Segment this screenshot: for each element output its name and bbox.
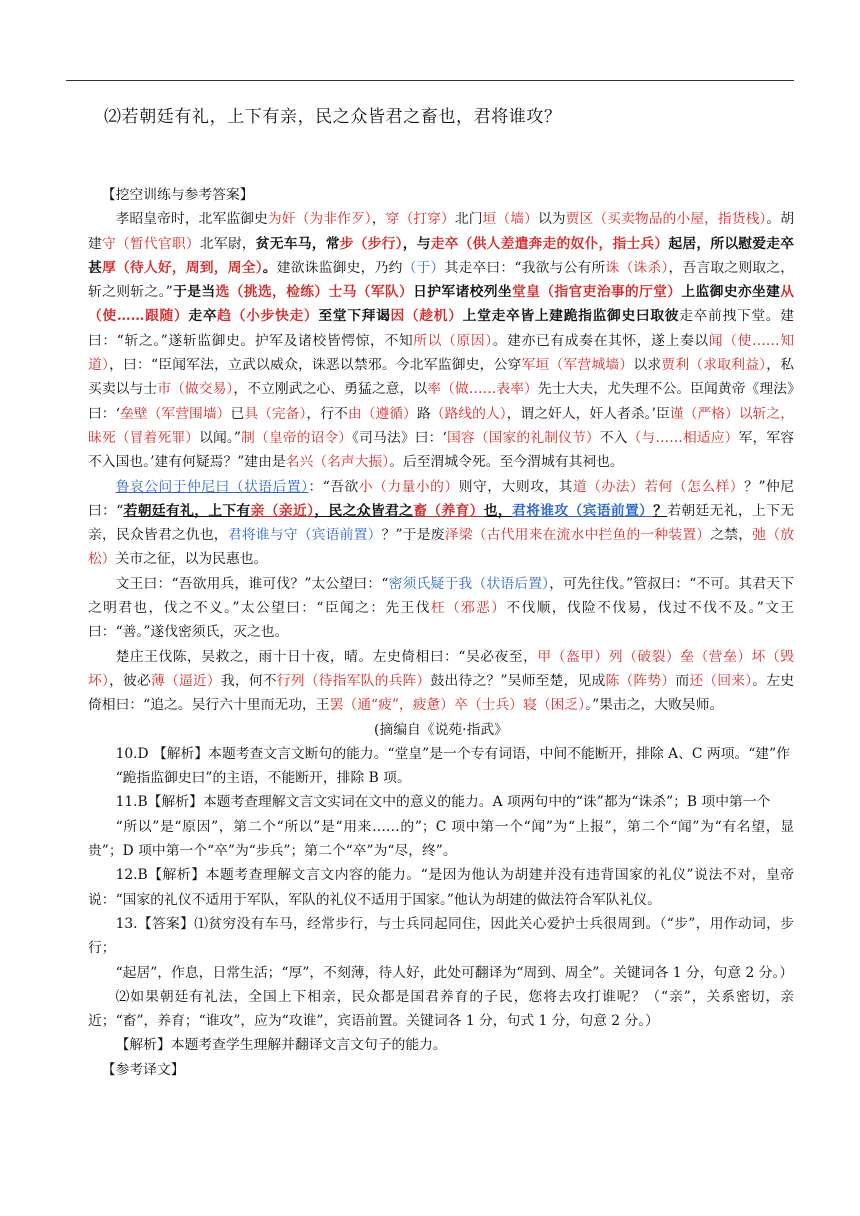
p1-segment: 由（遵循） — [347, 405, 417, 422]
p1-segment: ， — [371, 211, 386, 228]
p1-segment: 垒壁（军营围墙） — [120, 405, 231, 422]
p1-segment: 垣（墙） — [482, 211, 538, 228]
p2-segment: ？”于是废 — [381, 527, 445, 544]
p1-segment: 上监御史亦坐建 — [681, 284, 781, 301]
p1-segment: 先士大夫，尤失理不公。臣闻黄帝《理法》曰：‘ — [88, 381, 794, 422]
p2-segment: ？ — [653, 502, 668, 519]
answer-11-line-1: 11.B【解析】本题考查理解文言文实词在文中的意义的能力。A 项两句中的“诛”都为“诛杀”；B 项中第一个 — [115, 794, 771, 811]
p1-segment: （路线的人） — [430, 405, 507, 422]
p2-segment: 弛（放松） — [88, 527, 795, 568]
p3-segment: 密须氏疑于我（状语后置） — [388, 575, 550, 592]
p2-segment: 亲（亲近） — [250, 502, 315, 519]
p2-segment: ，民之众皆君之 — [314, 502, 414, 519]
p3-segment: 文王曰：“吾欲用兵，谁可伐？”太公望曰：“ — [115, 575, 389, 592]
passage-paragraph-4 — [88, 645, 794, 718]
translation-heading: 【参考译文】 — [101, 1061, 185, 1078]
p1-segment: 穿（打穿） — [385, 211, 455, 228]
p2-segment: 若何（怎么样） — [644, 478, 745, 495]
p1-segment: 堂皇（指官吏治事的厅堂） — [512, 284, 682, 301]
p1-segment: 起居，所以慰爱走卒甚 — [88, 235, 795, 276]
p1-segment: 建欲诛监御史，乃约 — [276, 259, 403, 276]
p1-segment: 诛（诛杀） — [605, 259, 669, 276]
answer-13-analysis: 【解析】本题考查学生理解并翻译文言文句子的能力。 — [115, 1037, 447, 1054]
p2-segment: 小（力量小的） — [358, 478, 459, 495]
p1-segment: 军，军容不入国也。’建有何疑焉？”建由是 — [88, 429, 795, 471]
passage-paragraph-2 — [88, 475, 794, 572]
p4-segment: 罢（通“疲”，疲惫）卒（士兵）寝（困乏） — [329, 697, 586, 714]
p1-segment: 选（挑选，检练） — [215, 284, 329, 301]
answer-13-line-3: ⑵如果朝廷有礼法，全国上下相亲，民众都是国君养育的子民，您将去攻打谁呢？（“亲”，关系密切，亲近；“畜”，养育；“谁攻”，应为“攻谁”，宾语前置。关键词各 1 分，句式 1 分，句意 2 分。） — [88, 988, 794, 1030]
p1-segment: 以为 — [537, 211, 566, 228]
p1-segment: 路 — [416, 405, 431, 422]
p4-segment: 甲（盔甲）列（破裂）垒（营垒）坏（毁坏） — [88, 648, 794, 689]
p1-segment: 贾利（求取利益） — [661, 357, 767, 374]
p1-segment: （于） — [402, 259, 445, 276]
p1-segment: 于是当 — [172, 284, 216, 301]
p1-segment: 制（皇帝的诏令） — [240, 429, 353, 446]
p1-segment: 走卒 — [188, 308, 218, 325]
p3-segment: 枉（邪恶） — [430, 600, 507, 617]
p4-segment: 我，何不 — [220, 672, 277, 689]
p2-segment: 畜（养育） — [413, 502, 484, 519]
p1-segment: 士马（军队） — [328, 284, 414, 301]
p1-segment: 守（暂代官职） — [101, 235, 200, 252]
p1-segment: 名兴（名声大振） — [285, 454, 390, 471]
answer-13-line-1: 13.【答案】⑴贫穷没有车马，经常步行，与士兵同起同住，因此关心爱护士兵很周到。（“步”，用作动词，步行； — [88, 915, 794, 957]
p1-segment: 《司马法》曰：‘ — [352, 429, 447, 446]
p4-segment: ，彼必 — [109, 672, 151, 689]
p1-segment: 孝昭皇帝时，北军监御史 — [115, 211, 268, 228]
p1-segment: ，谓之奸人，奸人者杀。’臣 — [506, 405, 670, 422]
p2-segment: 之禁， — [710, 527, 753, 544]
answer-10-line-2: “跪指监御史曰”的主语，不能断开，排除 B 项。 — [115, 770, 411, 787]
p3-segment: ，可先往伐。”管叔曰：“不可。其君天下之明君也，伐之不义。”太公望曰：“臣闻之：先王伐 — [88, 575, 794, 617]
p1-segment: 以求 — [633, 357, 662, 374]
p4-segment: 薄（逼近） — [151, 672, 221, 689]
p1-segment: ，曰：“臣闻军法，立武以威众，诛恶以禁邪。今北军监御史，公穿 — [109, 357, 522, 374]
p2-segment: ？”仲尼曰：“ — [88, 478, 795, 519]
answer-12: 12.B【解析】本题考查理解文言文内容的能力。“是因为他认为胡建并没有违背国家的礼仪”说法不对，皇帝说：“国家的礼仪不适用于军队，军队的礼仪不适用于国家。”他认为胡建的做法符合军队礼仪。 — [88, 867, 794, 908]
p2-segment: 则守，大则攻，其 — [458, 478, 573, 495]
p1-segment: 上堂走卒皆上建跪指监御史曰取彼 — [462, 308, 680, 325]
p1-segment: 北军尉， — [199, 235, 256, 252]
p1-segment: 贾区（买卖物品的小屋，指货栈） — [565, 211, 767, 228]
p1-segment: 。后至渭城令死。至今渭城有其祠也。 — [389, 454, 624, 471]
p1-segment: 闻（使……知道） — [88, 332, 794, 374]
p2-segment: 也， — [483, 502, 513, 519]
p1-segment: 因（趁机） — [390, 308, 463, 325]
p1-segment: 军垣（军营城墙） — [521, 357, 634, 374]
p1-segment: 市（做交易） — [157, 381, 234, 398]
p2-segment: 若朝廷有礼，上下有 — [123, 502, 251, 519]
p1-segment: 已 — [230, 405, 245, 422]
p1-segment: 趋（小步快走） — [217, 308, 319, 325]
p4-segment: 。左史倚相曰：“追之。吴行六十里而无功，王 — [88, 672, 795, 714]
p1-segment: 。建亦已有成奏在其怀，遂上奏以 — [492, 332, 709, 349]
p1-segment: ，与 — [402, 235, 431, 252]
p1-segment: 率（做……表率） — [427, 381, 538, 398]
p2-segment: ：“吾欲 — [308, 478, 359, 495]
p2-segment: 鲁哀公问于仲尼曰（状语后置） — [115, 478, 309, 495]
p1-segment: 国容（国家的礼制仪节） — [446, 429, 600, 446]
p1-segment: ，吾言取之则取之，斩之则斩之。” — [88, 259, 795, 301]
p1-segment: 步（步行） — [339, 235, 403, 252]
answer-11-line-2: “所以”是“原因”，第二个“所以”是“用来……的”；C 项中第一个“闻”为“上报”，第二个“闻”为“有名望，显贵”；D 项中第一个“卒”为“步兵”；第二个“卒”为“尽，终”。 — [88, 818, 794, 860]
p3-segment: 不伐顺，伐险不伐易，伐过不伐不及。”文王曰：“善。”遂伐密须氏，灭之也。 — [88, 600, 795, 641]
p2-segment: 关市之征，以为民惠也。 — [115, 551, 268, 568]
p2-segment: 君将谁与守（宾语前置） — [227, 527, 382, 544]
passage-paragraph-3 — [88, 572, 794, 645]
p1-segment: 至堂下拜谒 — [318, 308, 391, 325]
p4-segment: 而 — [675, 672, 690, 689]
p1-segment: 从（使……跟随） — [88, 284, 795, 325]
p2-segment: 泽梁（古代用来在流水中拦鱼的一种装置） — [444, 527, 711, 544]
section-heading: 【挖空训练与参考答案】 — [101, 187, 254, 203]
answer-13-line-2: “起居”，作息，日常生活；“厚”，不刻薄，待人好，此处可翻译为“周到、周全”。关键词各 1 分，句意 2 分。） — [115, 964, 794, 981]
p1-segment: 为奸（为非作歹） — [267, 211, 372, 228]
p1-segment: 走卒前拽下堂。建曰：“斩之。”遂斩监御史。护军及诸校皆愕惊，不知 — [88, 308, 795, 349]
answer-10-line-1: 10.D 【解析】本题考查文言文断句的能力。“堂皇”是一个专有词语，中间不能断开，排除 A、C 两项。“建”作 — [115, 745, 790, 762]
p2-segment: 若朝廷无礼，上下无亲，民众皆君之仇也， — [88, 502, 795, 544]
p1-segment: 走卒（供人差遣奔走的奴仆，指士兵） — [430, 235, 669, 252]
answer-section — [88, 183, 794, 1082]
p1-segment: 以斩之，昧死（冒着死罪） — [88, 405, 795, 446]
p1-segment: 。 — [262, 259, 277, 276]
p2-segment: 道（办法） — [572, 478, 645, 495]
p1-segment: 具（完备） — [244, 405, 307, 422]
p1-segment: ，行不 — [306, 405, 348, 422]
p1-segment: ，私买卖以与士 — [88, 357, 795, 398]
p1-segment: 所以（原因） — [413, 332, 493, 349]
p1-segment: 北门 — [454, 211, 483, 228]
p1-segment: 厚（待人好，周到，周全） — [101, 259, 263, 276]
p4-segment: 鼓出待之？”吴师至楚，见成 — [430, 672, 606, 689]
p4-segment: 陈（阵势） — [605, 672, 676, 689]
p4-segment: 。”果击之，大败吴师。 — [585, 697, 724, 714]
question-2: ⑵若朝廷有礼，上下有亲，民之众皆君之畜也，君将谁攻？ — [104, 107, 562, 127]
p1-segment: 不入 — [599, 429, 628, 446]
p4-segment: 还（回来） — [689, 672, 753, 689]
p1-segment: ，不立刚武之心、勇猛之意，以 — [233, 381, 428, 398]
p4-segment: 楚庄王伐陈，吴救之，雨十日十夜，晴。左史倚相曰：“吴必夜至， — [115, 648, 538, 665]
header-rule — [66, 80, 794, 81]
p2-segment: 君将谁攻（宾语前置） — [512, 502, 654, 519]
passage-paragraph-1 — [88, 207, 794, 474]
p1-segment: 。胡建 — [88, 211, 795, 252]
p1-segment: （与……相适应） — [627, 429, 739, 446]
p1-segment: 贫无车马，常 — [255, 235, 340, 252]
p4-segment: 行列（待指军队的兵阵） — [276, 672, 431, 689]
p1-segment: 其走卒曰：“我欲与公有所 — [444, 259, 606, 276]
p1-segment: 谨（严格） — [669, 405, 739, 422]
source-note: (摘编自《说苑·指武》 — [374, 721, 508, 738]
p1-segment: 日护军诸校列坐 — [413, 284, 512, 301]
p1-segment: 以闻。” — [199, 429, 241, 446]
